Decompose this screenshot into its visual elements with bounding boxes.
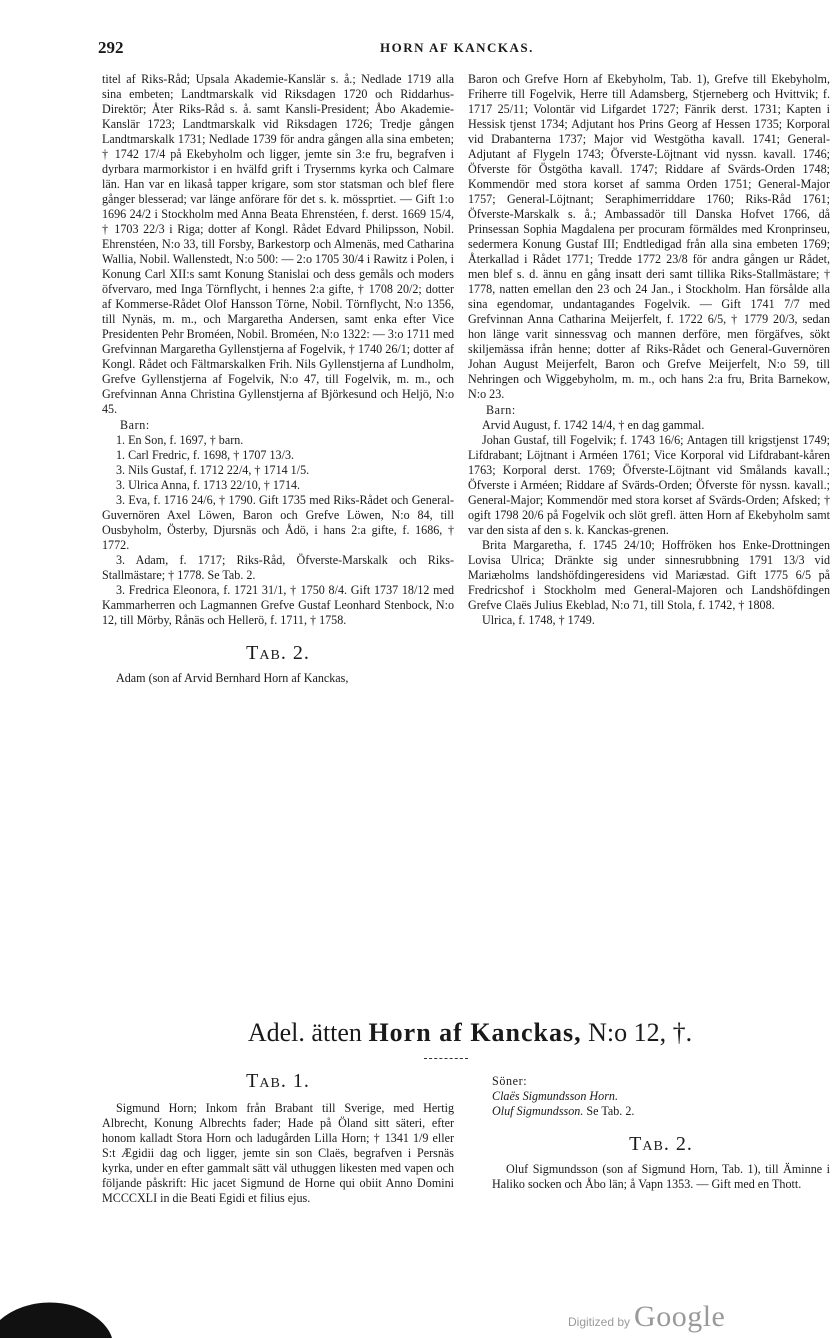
watermark: [568, 1300, 725, 1334]
section-title-name: Horn af Kanckas,: [368, 1018, 582, 1047]
tab2-heading: Tab. 2.: [629, 1133, 693, 1155]
paragraph: Sigmund Horn; Inkom från Brabant till Sverige, med Hertig Albrecht, Konung Albrechts fader; Hade på Öland sitt säteri, efter honom kalladt Stora Horn och ladugården Lilla Horn; † 1341 1/9 eller S:t Ægidii dag och ligger, jemte sin son Claës, begrafven i Persnäs kyrka, under en efter gammalt sätt väl uthuggen likesten med vapen och följande påskrift: Hic jacet Sigmund de Horne qui obiit Anno Domini MCCCXLI in die Beati Egidi et filius ejus.: [102, 1101, 454, 1205]
running-head: HORN AF KANCKAS.: [380, 40, 534, 55]
list-item: 3. Nils Gustaf, f. 1712 22/4, † 1714 1/5.: [116, 463, 310, 477]
list-item: Johan Gustaf, till Fogelvik; f. 1743 16/6; Antagen till krigstjenst 1749; Lifdrabant; Löjtnant i Arméen 1761; Vice Korporal vid Lifdrabant-kåren 1763; Korporal derst. 1769; Öfverste-Löjtnant vid Smålands kavall.; Öfverste i Arméen; Riddare af Svärds-Orden; Öfverste för nyssn. kavall.; General-Major; Kommendör med stora korset af Svärds-Orden; Afsked; † ogift 1798 20/6 på Fogelvik och slöt grefl. ätten Horn af Ekebyholm samt var den sista af den s. k. Kanckas-grenen.: [468, 433, 830, 537]
list-item: 3. Eva, f. 1716 24/6, † 1790. Gift 1735 med Riks-Rådet och General-Guvernören Axel Löwen, Baron och Grefve Löwen, N:o 84, till Ousbyholm, Österby, Djursnäs och Ådö, i hans 2:a gifte, f. 1686, † 1772.: [102, 493, 454, 552]
paragraph: Oluf Sigmundsson (son af Sigmund Horn, Tab. 1), till Äminne i Haliko socken och Åbo län; å Vapn 1353. — Gift med en Thott.: [492, 1162, 830, 1191]
lower-left-column: [102, 1070, 454, 1206]
paragraph: Baron och Grefve Horn af Ekebyholm, Tab. 1), Grefve till Ekebyholm, Friherre till Fogelvik, Herre till Adamsberg, Stjerneberg och Hvittvik; f. 1717 25/11; Volontär vid Lifgardet 1727; Fänrik derst. 1731; Kapten i Hessisk tjenst 1734; Adjutant hos Prins Georg af Hessen 1735; Korporal vid Drabanterna 1737; Major vid Westgötha kavall. 1741; General-Adjutant af Flygeln 1743; Öfverste-Löjtnant vid nyssn. kavall. 1746; Öfverste för Östgötha kavall. 1747; Riddare af Svärds-Orden 1748; Kommendör med stora korset af samma Orden 1751; General-Major 1757; General-Löjtnant; Seraphimerriddare 1760; Riks-Råd 1761; Öfverste-Marskalk s. å.; Ambassadör till Danska Hofvet 1766, då Prinsessan Sophia Magdalena per procuram förmäldes med Kronprinseu, sedermera Konung Gustaf III; Endtledigad från alla sina embeten 1769; Återkallad i Rådet 1771; Tredde 1772 23/8 för andra gången ur Rådet, men blef s. d. ännu en gång insatt deri samt tillika Riks-Stallmästare; † 1778, natten emellan den 23 och 24 Jan., i Stockholm. Han försålde alla sina egendomar, undantagandes Fogelvik. — Gift 1741 7/7 med Grefvinnan Anna Catharina Meijerfelt, f. 1722 6/5, † 1779 20/3, sedan hon länge varit sinnessvag och mannen derföre, men förgäfves, sökt skiljemässa ifrån henne; dotter af Riks-Rådet och General-Guvernören Johan August Meijerfelt, Baron och Grefve Meijerfelt, N:o 59, till Nehringen och Wiggebyholm, m. m., och hans 2:a fru, Brita Barnekow, N:o 23.: [468, 72, 830, 401]
page-number: 292: [98, 38, 124, 57]
list-item: 3. Adam, f. 1717; Riks-Råd, Öfverste-Marskalk och Riks-Stallmästare; † 1778. Se Tab. 2.: [102, 553, 454, 582]
soner-label: Söner:: [492, 1074, 528, 1088]
list-item: Arvid August, f. 1742 14/4, † en dag gammal.: [482, 418, 705, 432]
list-item: 3. Fredrica Eleonora, f. 1721 31/1, † 1750 8/4. Gift 1737 18/12 med Kammarherren och Lagmannen Grefve Gustaf Leonhard Stenbock, N:o 12, till Mörby, Rånäs och Hellerö, f. 1711, † 1758.: [102, 583, 454, 627]
son-name: Oluf Sigmundsson.: [492, 1104, 584, 1118]
list-item: Brita Margaretha, f. 1745 24/10; Hoffröken hos Enke-Drottningen Lovisa Ulrica; Dränkte sig under sinnesrubbning 1791 13/3 vid Mariæholms landshöfdingeresidens vid Mariæstad. Gift 1775 6/5 på Fredricshof i Stockholm med General-Majoren och Landshöfdingen Grefve Claës Julius Ekeblad, N:o 71, till Stola, f. 1742, † 1808.: [468, 538, 830, 612]
son-name: Claës Sigmundsson Horn.: [492, 1089, 618, 1103]
list-item: Ulrica, f. 1748, † 1749.: [482, 613, 595, 627]
barn-label: Barn:: [120, 418, 150, 432]
section-title-suffix: N:o 12, †.: [588, 1018, 693, 1047]
list-item: 1. En Son, f. 1697, † barn.: [116, 433, 244, 447]
tab1-heading: Tab. 1.: [246, 1070, 310, 1092]
ink-blot: [0, 1290, 112, 1338]
page-header: [98, 38, 798, 62]
paragraph: titel af Riks-Råd; Upsala Akademie-Kanslär s. å.; Nedlade 1719 alla sina embeten; Landtmarskalk vid Riksdagen 1720 och Riddarhus-Direktör; Åter Riks-Råd s. å. samt Kansli-President; Åbo Akademie-Kanslär 1723; Landtmarskalk vid Riksdagen 1726; Tredje gången Landtmarskalk 1731; Nedlade 1739 för andra gången alla sina embeten; † 1742 17/4 på Ekebyholm och ligger, jemte sin 3:e fru, begrafven i dyrbara marmorkistor i en hvälfd grift i Trysernms kyrka och Calmare län. Han var en likaså tapper krigare, som stor statsman och blef flere gånger blesserad; var länge anförare för det s. k. mössprtiet. — Gift 1:o 1696 24/2 i Stockholm med Anna Beata Ehrenstéen, f. derst. 1669 15/4, † 1703 22/3 i Riga; dotter af Kongl. Rådet Edvard Philipsson, Nobil. Ehrenstéen, N:o 33, till Forsby, Barkestorp och Almenäs, med Catharina Wallia, Nobil. Wallenstedt, N:o 500: — 2:o 1705 30/4 i Rawitz i Polen, i Konung Carl XII:s samt Konung Stanislai och dess gemåls och moders öfvervaro, med Inga Törnflycht, i hennes 2:a gifte, † 1708 20/2; dotter af Kommerse-Rådet Olof Hansson Törne, Nobil. Törnflycht, N:o 1356, till Nynäs, m. m., och Margaretha Andersen, samt enka efter Vice Presidenten Pehr Broméen, Nobil. Broméen, N:o 1322: — 3:o 1711 med Grefvinnan Margaretha Gyllenstjerna af Fogelvik, † 1740 26/1; dotter af Kongl. Rådet och Fältmarskalken Frih. Nils Gyllenstjerna af Lundholm, Grefve Gyllenstjerna af Fogelvik, N:o 47, till Fogelvik, m. m., och Grefvinnan Anna Christina Gyllenstjerna af Björkesund och Heljö, N:o 45.: [102, 72, 454, 416]
list-item: [492, 1104, 830, 1119]
tab-reference: Se Tab. 2.: [586, 1104, 635, 1118]
list-item: 1. Carl Fredric, f. 1698, † 1707 13/3.: [116, 448, 295, 462]
paragraph: Adam (son af Arvid Bernhard Horn af Kanckas,: [116, 671, 349, 685]
list-item: [492, 1089, 830, 1104]
section-title-prefix: Adel. ätten: [247, 1018, 362, 1047]
divider: [424, 1058, 468, 1059]
left-column: [102, 72, 454, 686]
barn-label: Barn:: [486, 403, 516, 417]
watermark-logo: Google: [634, 1300, 726, 1333]
list-item: 3. Ulrica Anna, f. 1713 22/10, † 1714.: [116, 478, 301, 492]
lower-right-column: [492, 1074, 830, 1192]
watermark-small: Digitized by: [568, 1315, 631, 1329]
right-column: [468, 72, 830, 628]
section-title: [210, 1018, 730, 1048]
tab2-heading: Tab. 2.: [246, 642, 310, 664]
